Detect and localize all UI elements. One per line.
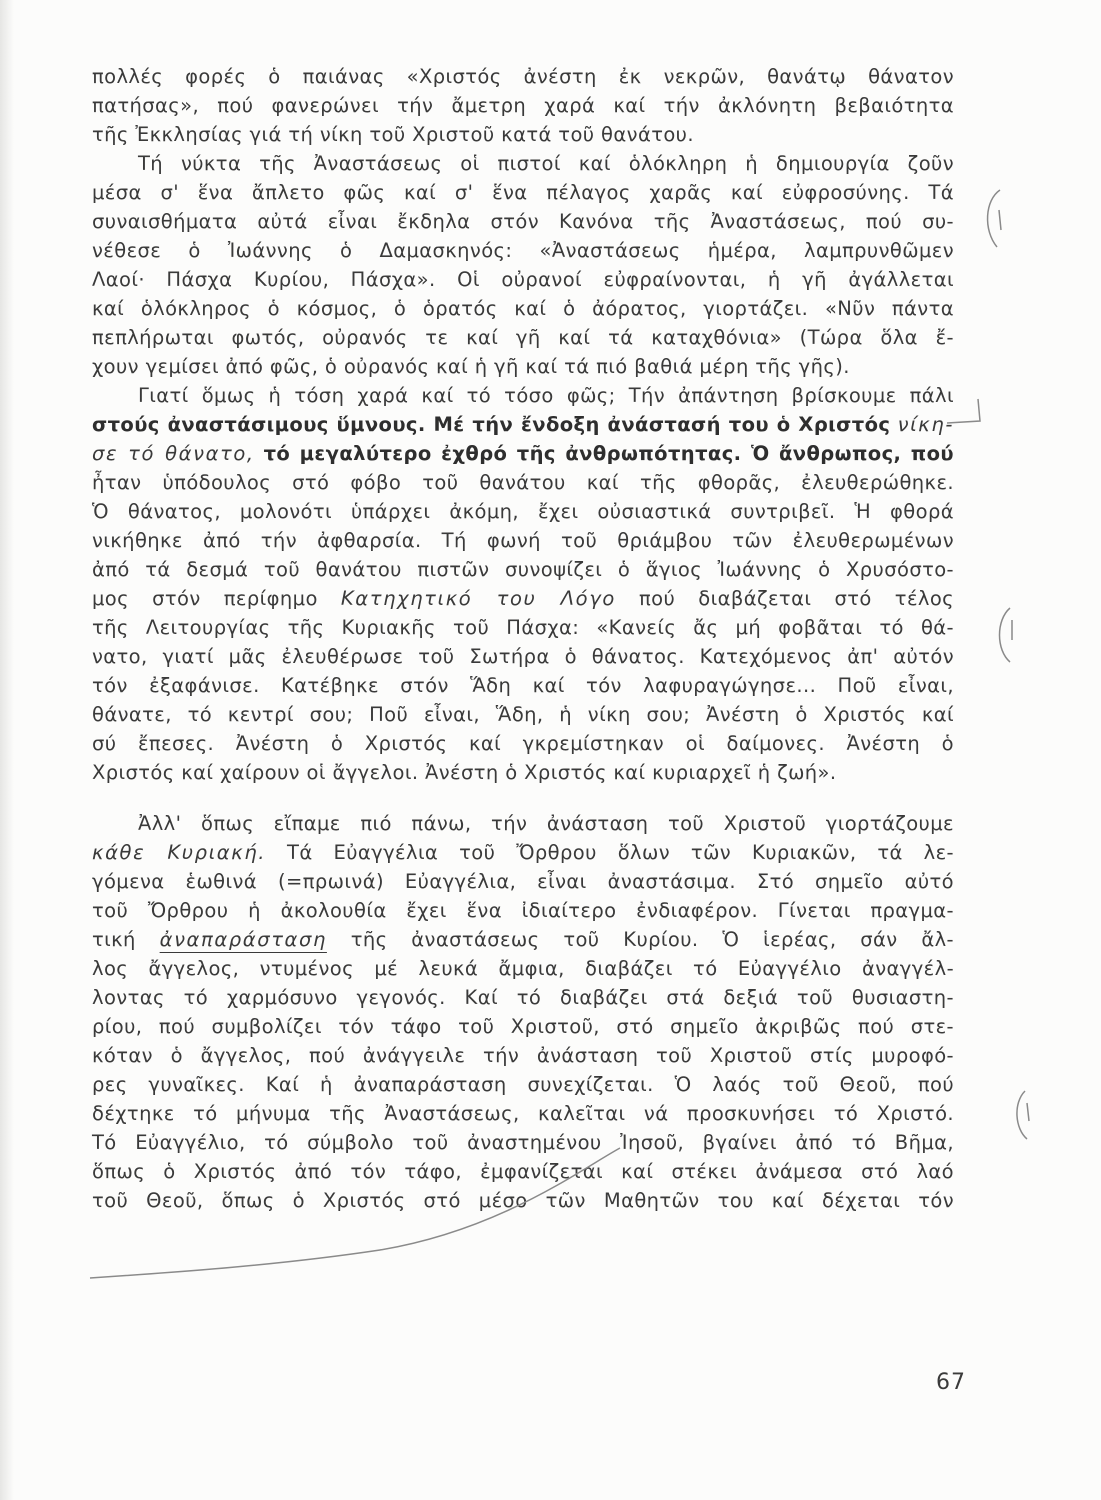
paragraph-1: [92, 62, 954, 149]
text-span: πού διαβάζεται στό τέλος: [639, 587, 954, 610]
text-span: μος στόν περίφημο: [92, 587, 318, 610]
margin-pencil-mark: [1005, 1085, 1045, 1145]
text-line: Τή νύκτα τῆς Ἀναστάσεως οἱ πιστοί καί ὁλόκληρη ἡ δημιουργία ζοῦν: [138, 152, 954, 175]
underline-pencil-mark: [80, 1130, 640, 1290]
text-line: κόταν ὁ ἄγγελος, πού ἀνάγγειλε τήν ἀνάσταση τοῦ Χριστοῦ στίς μυροφό-: [92, 1044, 954, 1067]
margin-pencil-mark: [975, 185, 1025, 255]
emphasis-text: νίκη-: [897, 413, 954, 436]
text-span: τῆς ἀναστάσεως τοῦ Κυρίου. Ὁ ἱερέας, σάν ἄλ-: [350, 928, 954, 951]
text-line: τόν ἐξαφάνισε. Κατέβηκε στόν Ἅδη καί τόν λαφυραγώγησε... Ποῦ εἶναι,: [92, 674, 954, 697]
margin-pencil-mark: [945, 395, 985, 435]
text-line: νέθεσε ὁ Ἰωάννης ὁ Δαμασκηνός: «Ἀναστάσεως ἡμέρα, λαμπρυνθῶμεν: [92, 239, 954, 262]
margin-pencil-mark: [990, 600, 1030, 670]
text-line: Ἀλλ' ὅπως εἴπαμε πιό πάνω, τήν ἀνάσταση τοῦ Χριστοῦ γιορτάζουμε: [138, 812, 954, 835]
text-line: θάνατε, τό κεντρί σου; Ποῦ εἶναι, Ἅδη, ἡ νίκη σου; Ἀνέστη ὁ Χριστός καί: [92, 703, 954, 726]
emphasis-text: κάθε Κυριακή.: [92, 841, 267, 864]
text-line: καί ὁλόκληρος ὁ κόσμος, ὁ ὁρατός καί ὁ ἀόρατος, γιορτάζει. «Νῦν πάντα: [92, 297, 954, 320]
emphasis-text: Κατηχητικό του Λόγο: [340, 587, 616, 610]
text-line: γόμενα ἑωθινά (=πρωινά) Εὐαγγέλια, εἶναι ἀναστάσιμα. Στό σημεῖο αὐτό: [92, 870, 954, 893]
page-number: 67: [936, 1370, 966, 1395]
text-line: ὅπως ὁ Χριστός ἀπό τόν τάφο, ἐμφανίζεται καί στέκει ἀνάμεσα στό λαό: [92, 1160, 954, 1183]
text-line: χουν γεμίσει ἀπό φῶς, ὁ οὐρανός καί ἡ γῆ καί τά πιό βαθιά μέρη τῆς γῆς).: [92, 355, 850, 378]
text-line: τοῦ Ὄρθρου ἡ ἀκολουθία ἔχει ἕνα ἰδιαίτερο ἐνδιαφέρον. Γίνεται πραγμα-: [92, 899, 954, 922]
text-line: [92, 410, 954, 439]
text-line: πεπλήρωται φωτός, οὐρανός τε καί γῆ καί τά καταχθόνια» (Τώρα ὅλα ἔ-: [92, 326, 954, 349]
text-span: Τά Εὐαγγέλια τοῦ Ὄρθρου ὅλων τῶν Κυριακῶν, τά λε-: [287, 841, 954, 864]
text-line: [92, 925, 954, 954]
paragraph-gap: [92, 787, 954, 809]
text-line: νικήθηκε ἀπό τήν ἀφθαρσία. Τή φωνή τοῦ θριάμβου τῶν ἐλευθερωμένων: [92, 529, 954, 552]
text-span: τό μεγαλύτερο ἐχθρό τῆς ἀνθρωπότητας. Ὁ ἄνθρωπος, πού: [263, 442, 955, 465]
text-line: πατήσας», πού φανερώνει τήν ἄμετρη χαρά καί τήν ἀκλόνητη βεβαιότητα: [92, 94, 954, 117]
text-line: μέσα σ' ἕνα ἄπλετο φῶς καί σ' ἕνα πέλαγος χαρᾶς καί εὐφροσύνης. Τά: [92, 181, 954, 204]
text-line: νατο, γιατί μᾶς ἐλευθέρωσε τοῦ Σωτήρα ὁ θάνατος. Κατεχόμενος ἀπ' αὐτόν: [92, 645, 954, 668]
text-line: πολλές φορές ὁ παιάνας «Χριστός ἀνέστη ἐκ νεκρῶν, θανάτῳ θάνατον: [92, 65, 954, 88]
text-line: τῆς Ἐκκλησίας γιά τή νίκη τοῦ Χριστοῦ κατά τοῦ θανάτου.: [92, 123, 694, 146]
text-line: ρίου, πού συμβολίζει τόν τάφο τοῦ Χριστοῦ, στό σημεῖο ἀκριβῶς πού στε-: [92, 1015, 954, 1038]
text-line: ἦταν ὑπόδουλος στό φόβο τοῦ θανάτου καί τῆς φθορᾶς, ἐλευθερώθηκε.: [92, 471, 954, 494]
text-line: λος ἄγγελος, ντυμένος μέ λευκά ἄμφια, διαβάζει τό Εὐαγγέλιο ἀναγγέλ-: [92, 957, 954, 980]
scan-edge-shadow: [0, 0, 14, 1500]
text-line: Ὁ θάνατος, μολονότι ὑπάρχει ἀκόμη, ἔχει οὐσιαστικά συντριβεῖ. Ἡ φθορά: [92, 500, 954, 523]
text-line: λοντας τό χαρμόσυνο γεγονός. Καί τό διαβάζει στά δεξιά τοῦ θυσιαστη-: [92, 986, 954, 1009]
text-line: συναισθήματα αὐτά εἶναι ἔκδηλα στόν Κανόνα τῆς Ἀναστάσεως, πού συ-: [92, 210, 954, 233]
emphasis-text: σε τό θάνατο,: [92, 442, 255, 465]
body-text: [92, 62, 954, 1215]
paragraph-2: [92, 149, 954, 381]
text-span: στούς ἀναστάσιμους ὕμνους. Μέ τήν ἔνδοξη ἀνάστασή του ὁ Χριστός: [92, 413, 891, 436]
underlined-emphasis-text: ἀναπαράσταση: [159, 928, 327, 951]
text-line: τοῦ Θεοῦ, ὅπως ὁ Χριστός στό μέσο τῶν Μαθητῶν του καί δέχεται τόν: [92, 1189, 954, 1212]
text-line: ἀπό τά δεσμά τοῦ θανάτου πιστῶν συνοψίζει ὁ ἅγιος Ἰωάννης ὁ Χρυσόστο-: [92, 558, 954, 581]
text-line: Χριστός καί χαίρουν οἱ ἄγγελοι. Ἀνέστη ὁ Χριστός καί κυριαρχεῖ ἡ ζωή».: [92, 761, 837, 784]
text-line: [92, 838, 954, 867]
text-line: σύ ἔπεσες. Ἀνέστη ὁ Χριστός καί γκρεμίστηκαν οἱ δαίμονες. Ἀνέστη ὁ: [92, 732, 954, 755]
text-line: [92, 439, 954, 468]
text-line: Λαοί· Πάσχα Κυρίου, Πάσχα». Οἱ οὐρανοί εὐφραίνονται, ἡ γῆ ἀγάλλεται: [92, 268, 954, 291]
text-line: [92, 584, 954, 613]
text-line: τῆς Λειτουργίας τῆς Κυριακῆς τοῦ Πάσχα: «Κανείς ἄς μή φοβᾶται τό θά-: [92, 616, 954, 639]
text-line: ρες γυναῖκες. Καί ἡ ἀναπαράσταση συνεχίζεται. Ὁ λαός τοῦ Θεοῦ, πού: [92, 1073, 954, 1096]
text-line: Γιατί ὅμως ἡ τόση χαρά καί τό τόσο φῶς; Τήν ἀπάντηση βρίσκουμε πάλι: [138, 384, 954, 407]
text-span: τική: [92, 928, 136, 951]
text-line: δέχτηκε τό μήνυμα τῆς Ἀναστάσεως, καλεῖται νά προσκυνήσει τό Χριστό.: [92, 1102, 954, 1125]
paragraph-3: [92, 381, 954, 787]
text-line: Τό Εὐαγγέλιο, τό σύμβολο τοῦ ἀναστημένου Ἰησοῦ, βγαίνει ἀπό τό Βῆμα,: [92, 1131, 954, 1154]
